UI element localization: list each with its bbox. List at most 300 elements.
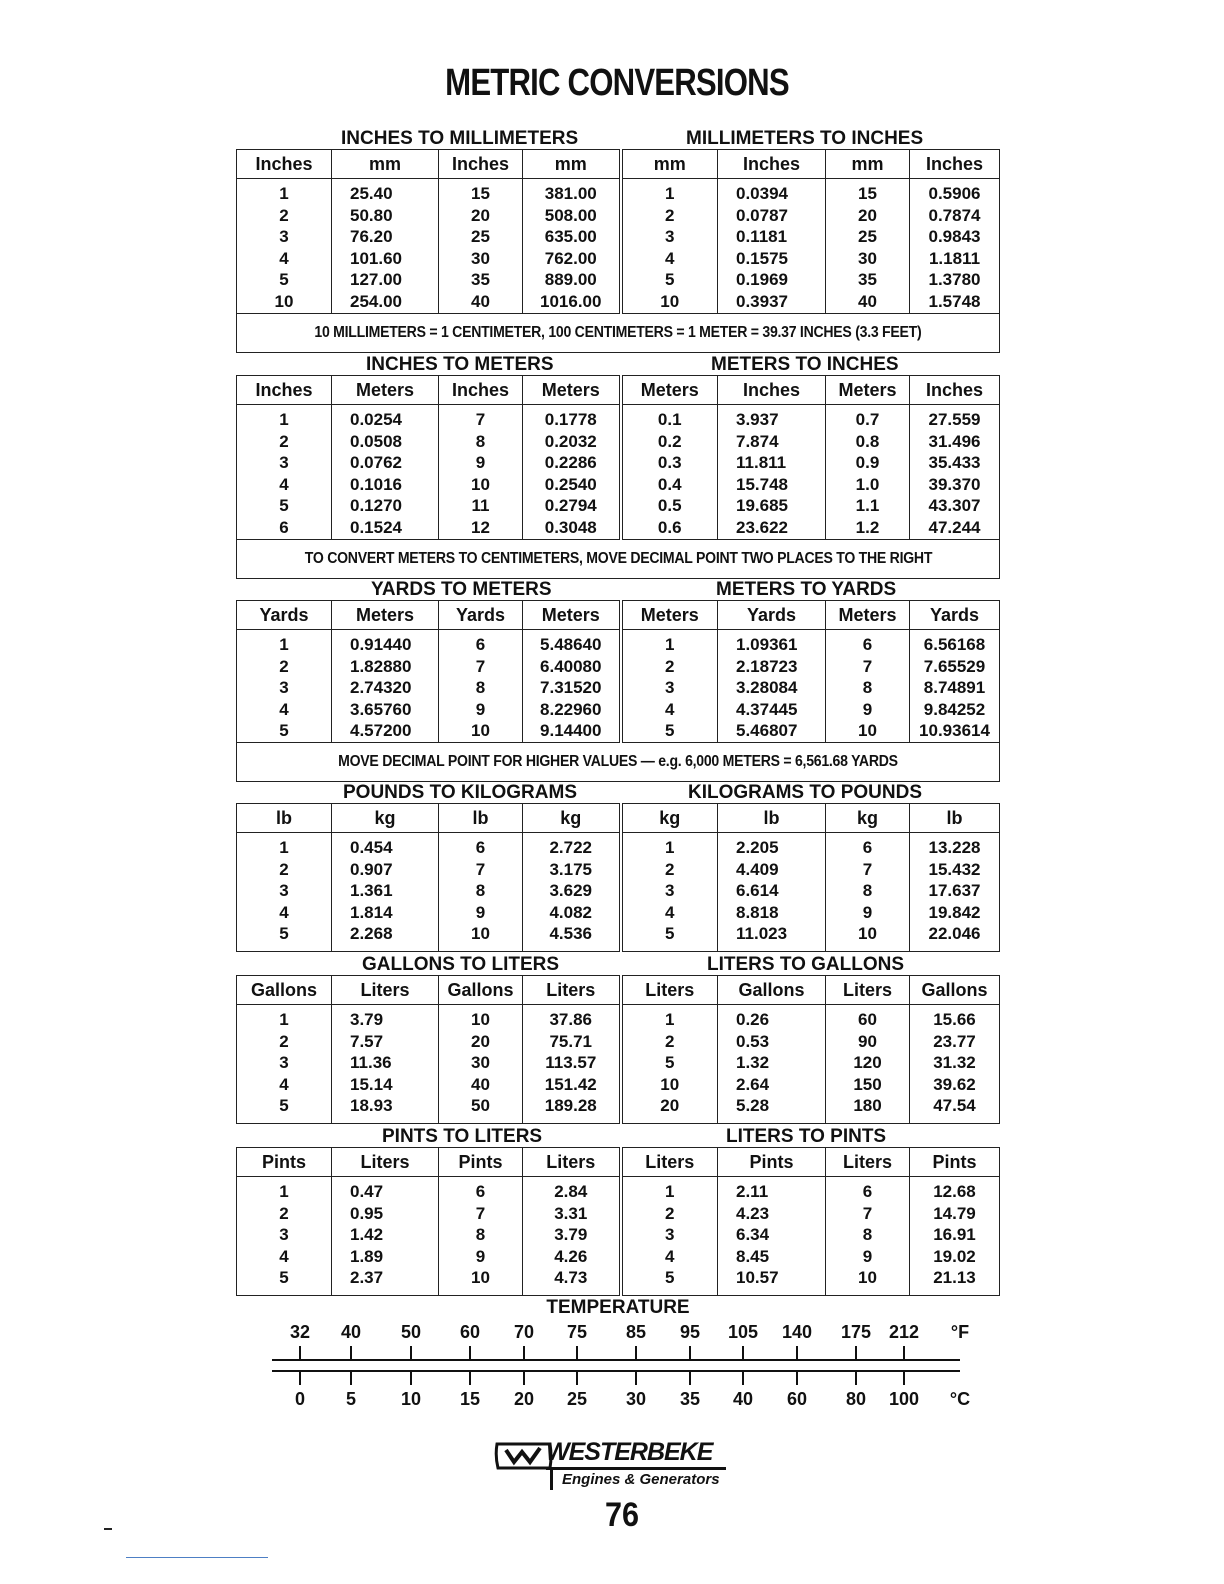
- table-cell: 1.42: [332, 1224, 439, 1246]
- table-cell: 6: [237, 517, 332, 539]
- section-title-left: INCHES TO MILLIMETERS: [341, 128, 579, 149]
- table-cell: 39.62: [910, 1074, 1000, 1096]
- table-cell: 180: [826, 1095, 910, 1117]
- table-cell: 0.3937: [718, 291, 826, 313]
- table-cell: 4.23: [718, 1203, 826, 1225]
- table-cell: 7: [439, 1203, 523, 1225]
- table-cell: 2.64: [718, 1074, 826, 1096]
- fahrenheit-tick: [576, 1346, 578, 1359]
- logo-divider: [550, 1468, 553, 1490]
- table-row: [237, 269, 1000, 291]
- column-header: Gallons: [439, 976, 523, 1005]
- table-cell: 0.454: [332, 833, 439, 859]
- table-header-row: [237, 804, 1000, 833]
- table-cell: 1: [237, 630, 332, 656]
- table-note: 10 MILLIMETERS = 1 CENTIMETER, 100 CENTIMETERS = 1 METER = 39.37 INCHES (3.3 FEET): [314, 323, 922, 341]
- table-cell: 2.11: [718, 1177, 826, 1203]
- table-row: [237, 699, 1000, 721]
- table-cell: 5: [621, 1267, 718, 1289]
- table-cell: 9: [826, 699, 910, 721]
- table-cell: 47.54: [910, 1095, 1000, 1117]
- table-cell: 18.93: [332, 1095, 439, 1117]
- table-row: [237, 859, 1000, 881]
- table-cell: 1: [237, 833, 332, 859]
- column-header: mm: [826, 150, 910, 179]
- table-cell: 15.748: [718, 474, 826, 496]
- table-header-row: [237, 976, 1000, 1005]
- conversion-section: [236, 953, 999, 1124]
- table-cell: 8: [826, 880, 910, 902]
- column-header: Gallons: [718, 976, 826, 1005]
- column-header: mm: [621, 150, 718, 179]
- column-header: Inches: [718, 376, 826, 405]
- celsius-tick: [469, 1372, 471, 1385]
- fahrenheit-label: 50: [400, 1322, 422, 1342]
- table-cell: 8: [439, 880, 523, 902]
- table-cell: 8.22960: [523, 699, 621, 721]
- table-row: [237, 1005, 1000, 1031]
- table-cell: 0.5906: [910, 179, 1000, 205]
- table-cell: 3.31: [523, 1203, 621, 1225]
- column-header: lb: [439, 804, 523, 833]
- table-row: [237, 1224, 1000, 1246]
- table-cell: 40: [439, 1074, 523, 1096]
- fahrenheit-label: 70: [513, 1322, 535, 1342]
- table-padding-cell: [237, 945, 332, 952]
- section-title-right: METERS TO YARDS: [716, 579, 897, 600]
- table-note-row: [237, 539, 1000, 578]
- column-header: Yards: [237, 601, 332, 630]
- table-cell: 5: [621, 720, 718, 742]
- table-cell: 6.34: [718, 1224, 826, 1246]
- table-cell: 3: [621, 1224, 718, 1246]
- table-row: [237, 179, 1000, 205]
- table-padding-cell: [523, 1117, 621, 1124]
- table-cell: 1.0: [826, 474, 910, 496]
- celsius-label: 5: [345, 1389, 357, 1409]
- table-note-cell: [237, 539, 1000, 578]
- westerbeke-emblem-icon: [494, 1440, 554, 1472]
- column-header: lb: [237, 804, 332, 833]
- column-header: Meters: [332, 601, 439, 630]
- table-header-row: [237, 601, 1000, 630]
- table-row: [237, 1203, 1000, 1225]
- fahrenheit-tick: [350, 1346, 352, 1359]
- table-cell: 5: [621, 923, 718, 945]
- table-cell: 5.28: [718, 1095, 826, 1117]
- conversion-section: [236, 578, 999, 782]
- table-cell: 2.18723: [718, 656, 826, 678]
- column-header: Liters: [523, 976, 621, 1005]
- table-cell: 1.361: [332, 880, 439, 902]
- column-header: Gallons: [237, 976, 332, 1005]
- table-padding-cell: [523, 945, 621, 952]
- table-cell: 8.45: [718, 1246, 826, 1268]
- table-cell: 0.6: [621, 517, 718, 539]
- table-padding-cell: [439, 945, 523, 952]
- table-cell: 47.244: [910, 517, 1000, 539]
- table-cell: 6: [439, 630, 523, 656]
- table-cell: 0.53: [718, 1031, 826, 1053]
- table-cell: 0.0394: [718, 179, 826, 205]
- table-cell: 3.28084: [718, 677, 826, 699]
- table-padding-cell: [332, 1117, 439, 1124]
- column-header: Meters: [332, 376, 439, 405]
- table-cell: 0.7874: [910, 205, 1000, 227]
- table-cell: 9.14400: [523, 720, 621, 742]
- table-cell: 1.09361: [718, 630, 826, 656]
- table-cell: 20: [439, 1031, 523, 1053]
- table-cell: 0.2540: [523, 474, 621, 496]
- table-row: [237, 833, 1000, 859]
- celsius-tick: [796, 1372, 798, 1385]
- conversion-table: [236, 600, 1000, 782]
- table-cell: 10: [439, 923, 523, 945]
- celsius-label: 60: [786, 1389, 808, 1409]
- table-cell: 1: [621, 1005, 718, 1031]
- table-cell: 3: [237, 1052, 332, 1074]
- table-cell: 27.559: [910, 405, 1000, 431]
- celsius-tick: [350, 1372, 352, 1385]
- table-cell: 2.268: [332, 923, 439, 945]
- table-row: [237, 656, 1000, 678]
- column-header: Pints: [910, 1148, 1000, 1177]
- table-cell: 189.28: [523, 1095, 621, 1117]
- fahrenheit-tick: [796, 1346, 798, 1359]
- table-cell: 7: [439, 405, 523, 431]
- table-cell: 40: [439, 291, 523, 313]
- section-captions: [236, 781, 999, 803]
- column-header: Inches: [439, 376, 523, 405]
- table-cell: 0.3: [621, 452, 718, 474]
- fahrenheit-tick: [689, 1346, 691, 1359]
- table-cell: 9: [826, 1246, 910, 1268]
- table-cell: 43.307: [910, 495, 1000, 517]
- fahrenheit-label: 212: [888, 1322, 920, 1342]
- table-cell: 113.57: [523, 1052, 621, 1074]
- table-cell: 22.046: [910, 923, 1000, 945]
- column-header: kg: [826, 804, 910, 833]
- table-cell: 2: [237, 1031, 332, 1053]
- table-cell: 4: [237, 474, 332, 496]
- conversion-table: [236, 803, 1000, 952]
- table-cell: 5: [237, 1267, 332, 1289]
- table-cell: 2: [621, 205, 718, 227]
- table-cell: 5: [237, 495, 332, 517]
- table-cell: 0.2794: [523, 495, 621, 517]
- table-cell: 1: [621, 179, 718, 205]
- table-cell: 9.84252: [910, 699, 1000, 721]
- fahrenheit-label: 40: [340, 1322, 362, 1342]
- table-cell: 3: [237, 452, 332, 474]
- celsius-tick: [903, 1372, 905, 1385]
- table-cell: 11.023: [718, 923, 826, 945]
- celsius-tick: [855, 1372, 857, 1385]
- table-padding-cell: [826, 945, 910, 952]
- table-row: [237, 1095, 1000, 1117]
- table-cell: 889.00: [523, 269, 621, 291]
- table-row: [237, 1074, 1000, 1096]
- table-cell: 19.842: [910, 902, 1000, 924]
- section-title-left: PINTS TO LITERS: [382, 1126, 543, 1147]
- section-captions: [236, 353, 999, 375]
- conversion-section: [236, 127, 999, 353]
- fahrenheit-label: 75: [566, 1322, 588, 1342]
- celsius-label: 30: [625, 1389, 647, 1409]
- table-cell: 1: [237, 179, 332, 205]
- table-cell: 0.907: [332, 859, 439, 881]
- table-row: [237, 474, 1000, 496]
- celsius-tick: [410, 1372, 412, 1385]
- fahrenheit-tick: [903, 1346, 905, 1359]
- table-cell: 40: [826, 291, 910, 313]
- table-cell: 8: [439, 431, 523, 453]
- column-header: Yards: [718, 601, 826, 630]
- table-cell: 4.409: [718, 859, 826, 881]
- table-cell: 8: [826, 1224, 910, 1246]
- table-padding-cell: [718, 945, 826, 952]
- table-cell: 2.74320: [332, 677, 439, 699]
- column-header: lb: [718, 804, 826, 833]
- conversion-table: [236, 149, 1000, 353]
- celsius-tick: [635, 1372, 637, 1385]
- section-captions: [236, 1125, 999, 1147]
- table-cell: 7.57: [332, 1031, 439, 1053]
- table-cell: 23.77: [910, 1031, 1000, 1053]
- table-padding-cell: [523, 1289, 621, 1296]
- table-cell: 7.65529: [910, 656, 1000, 678]
- table-cell: 1: [621, 1177, 718, 1203]
- table-cell: 50.80: [332, 205, 439, 227]
- table-cell: 1: [237, 405, 332, 431]
- table-padding-cell: [621, 945, 718, 952]
- table-cell: 5.46807: [718, 720, 826, 742]
- table-cell: 3.65760: [332, 699, 439, 721]
- table-cell: 25: [439, 226, 523, 248]
- table-cell: 2: [237, 431, 332, 453]
- celsius-label: 40: [732, 1389, 754, 1409]
- table-note: TO CONVERT METERS TO CENTIMETERS, MOVE DECIMAL POINT TWO PLACES TO THE RIGHT: [304, 549, 932, 567]
- table-cell: 0.0762: [332, 452, 439, 474]
- table-row: [237, 1031, 1000, 1053]
- table-cell: 2: [621, 859, 718, 881]
- table-cell: 15: [439, 179, 523, 205]
- table-cell: 3: [621, 677, 718, 699]
- table-note-row: [237, 742, 1000, 781]
- table-cell: 5.48640: [523, 630, 621, 656]
- table-padding-cell: [439, 1289, 523, 1296]
- table-row: [237, 405, 1000, 431]
- table-cell: 19.685: [718, 495, 826, 517]
- table-cell: 7: [826, 859, 910, 881]
- table-cell: 1.2: [826, 517, 910, 539]
- table-cell: 1: [621, 630, 718, 656]
- table-cell: 6.40080: [523, 656, 621, 678]
- table-cell: 4: [237, 248, 332, 270]
- table-cell: 10: [439, 1267, 523, 1289]
- table-cell: 6.56168: [910, 630, 1000, 656]
- table-padding-cell: [237, 1117, 332, 1124]
- table-row: [237, 1267, 1000, 1289]
- table-row: [237, 452, 1000, 474]
- fahrenheit-label: 60: [459, 1322, 481, 1342]
- table-cell: 1.814: [332, 902, 439, 924]
- column-header: Meters: [826, 601, 910, 630]
- table-cell: 4.57200: [332, 720, 439, 742]
- temperature-scale: [270, 1320, 970, 1416]
- table-cell: 0.7: [826, 405, 910, 431]
- section-title-left: POUNDS TO KILOGRAMS: [343, 782, 577, 803]
- table-cell: 508.00: [523, 205, 621, 227]
- fahrenheit-tick: [742, 1346, 744, 1359]
- section-title-left: GALLONS TO LITERS: [362, 954, 560, 975]
- table-cell: 4.37445: [718, 699, 826, 721]
- fahrenheit-tick: [469, 1346, 471, 1359]
- table-cell: 0.91440: [332, 630, 439, 656]
- table-cell: 5: [621, 1052, 718, 1074]
- table-cell: 0.1575: [718, 248, 826, 270]
- table-cell: 35: [439, 269, 523, 291]
- table-cell: 2.37: [332, 1267, 439, 1289]
- column-header: Yards: [439, 601, 523, 630]
- table-cell: 0.2286: [523, 452, 621, 474]
- table-cell: 0.9843: [910, 226, 1000, 248]
- section-captions: [236, 953, 999, 975]
- table-cell: 0.0787: [718, 205, 826, 227]
- table-row: [237, 1052, 1000, 1074]
- table-cell: 35: [826, 269, 910, 291]
- table-row: [237, 517, 1000, 539]
- table-header-row: [237, 376, 1000, 405]
- table-cell: 30: [826, 248, 910, 270]
- table-cell: 76.20: [332, 226, 439, 248]
- table-cell: 20: [621, 1095, 718, 1117]
- table-row: [237, 226, 1000, 248]
- column-header: Liters: [332, 976, 439, 1005]
- table-cell: 2.84: [523, 1177, 621, 1203]
- table-cell: 10: [826, 923, 910, 945]
- table-cell: 4.73: [523, 1267, 621, 1289]
- column-header: Inches: [439, 150, 523, 179]
- column-header: Meters: [826, 376, 910, 405]
- table-row: [237, 1246, 1000, 1268]
- table-cell: 6: [826, 833, 910, 859]
- table-cell: 12.68: [910, 1177, 1000, 1203]
- logo-tagline: Engines & Generators: [562, 1471, 720, 1488]
- column-header: kg: [621, 804, 718, 833]
- celsius-tick: [742, 1372, 744, 1385]
- table-cell: 8.818: [718, 902, 826, 924]
- table-cell: 10.57: [718, 1267, 826, 1289]
- table-cell: 10: [621, 291, 718, 313]
- table-cell: 4: [621, 248, 718, 270]
- table-cell: 2.205: [718, 833, 826, 859]
- table-padding-cell: [621, 1289, 718, 1296]
- column-header: Meters: [621, 376, 718, 405]
- table-padding-cell: [910, 1289, 1000, 1296]
- table-padding-cell: [826, 1117, 910, 1124]
- table-cell: 15.66: [910, 1005, 1000, 1031]
- table-cell: 3: [237, 1224, 332, 1246]
- table-cell: 4: [237, 699, 332, 721]
- fahrenheit-label: 85: [625, 1322, 647, 1342]
- table-cell: 381.00: [523, 179, 621, 205]
- table-cell: 9: [439, 1246, 523, 1268]
- table-row: [237, 902, 1000, 924]
- table-cell: 0.8: [826, 431, 910, 453]
- table-row: [237, 205, 1000, 227]
- table-cell: 10: [439, 474, 523, 496]
- column-header: lb: [910, 804, 1000, 833]
- table-cell: 0.2: [621, 431, 718, 453]
- table-cell: 0.3048: [523, 517, 621, 539]
- table-cell: 11.811: [718, 452, 826, 474]
- table-row: [237, 1177, 1000, 1203]
- table-cell: 5: [237, 923, 332, 945]
- table-cell: 1: [621, 833, 718, 859]
- column-header: Gallons: [910, 976, 1000, 1005]
- conversion-section: [236, 781, 999, 952]
- table-cell: 4: [237, 902, 332, 924]
- table-cell: 25: [826, 226, 910, 248]
- table-cell: 101.60: [332, 248, 439, 270]
- table-cell: 0.1270: [332, 495, 439, 517]
- fahrenheit-tick: [855, 1346, 857, 1359]
- table-padding-cell: [439, 1117, 523, 1124]
- margin-mark: [104, 1528, 112, 1530]
- table-cell: 5: [237, 1095, 332, 1117]
- table-cell: 3.79: [332, 1005, 439, 1031]
- table-cell: 90: [826, 1031, 910, 1053]
- conversion-section: [236, 1125, 999, 1296]
- column-header: Pints: [439, 1148, 523, 1177]
- conversion-section: [236, 353, 999, 579]
- table-cell: 15.432: [910, 859, 1000, 881]
- table-row: [237, 880, 1000, 902]
- table-cell: 3.79: [523, 1224, 621, 1246]
- table-cell: 10: [621, 1074, 718, 1096]
- table-cell: 120: [826, 1052, 910, 1074]
- table-cell: 7: [826, 1203, 910, 1225]
- celsius-label: 25: [566, 1389, 588, 1409]
- table-cell: 31.32: [910, 1052, 1000, 1074]
- conversion-table: [236, 375, 1000, 579]
- table-cell: 9: [826, 902, 910, 924]
- table-padding-row: [237, 1117, 1000, 1124]
- column-header: Inches: [237, 150, 332, 179]
- table-cell: 10: [237, 291, 332, 313]
- table-note-cell: [237, 313, 1000, 352]
- westerbeke-logo: [494, 1438, 754, 1494]
- table-cell: 25.40: [332, 179, 439, 205]
- table-cell: 3.629: [523, 880, 621, 902]
- table-cell: 9: [439, 452, 523, 474]
- table-cell: 4: [237, 1074, 332, 1096]
- section-title-right: LITERS TO PINTS: [726, 1126, 887, 1147]
- table-cell: 3.175: [523, 859, 621, 881]
- column-header: Meters: [523, 601, 621, 630]
- table-cell: 2: [621, 1031, 718, 1053]
- column-header: Liters: [826, 976, 910, 1005]
- page-number: 76: [604, 1496, 640, 1534]
- column-header: Pints: [718, 1148, 826, 1177]
- table-cell: 1.1811: [910, 248, 1000, 270]
- table-cell: 17.637: [910, 880, 1000, 902]
- table-cell: 5: [237, 269, 332, 291]
- table-cell: 0.1969: [718, 269, 826, 291]
- table-cell: 20: [826, 205, 910, 227]
- table-cell: 7: [439, 656, 523, 678]
